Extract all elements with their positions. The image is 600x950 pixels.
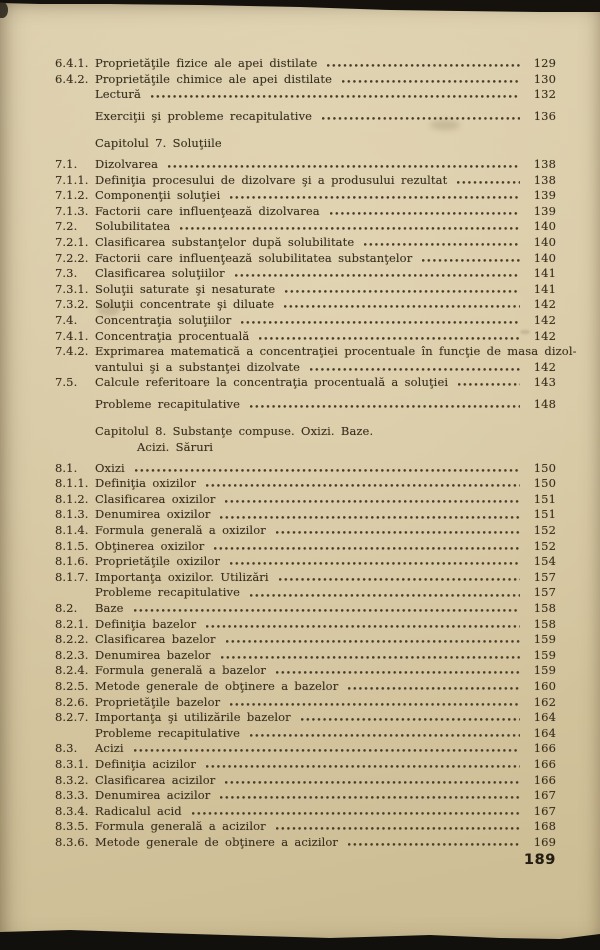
dot-leader (220, 796, 520, 799)
dot-leader (151, 95, 520, 98)
entry-page-number: 142 (533, 328, 556, 343)
entry-page-number: 162 (533, 694, 556, 709)
entry-number: 7.2. (55, 219, 78, 234)
entry-number: 7.2.1. (55, 234, 89, 249)
entry-page-number: 130 (533, 71, 556, 86)
entry-page-number: 166 (533, 756, 556, 771)
entry-page-number: 148 (533, 396, 556, 411)
entry-title: Denumirea bazelor (95, 647, 211, 662)
entry-page-number: 129 (533, 56, 556, 70)
entry-title: Probleme recapitulative (95, 725, 240, 740)
dot-leader (279, 578, 520, 581)
entry-number: 8.2.7. (55, 710, 89, 725)
dot-leader (220, 516, 520, 519)
entry-page-number: 159 (533, 663, 556, 678)
entry-number: 8.3.1. (55, 756, 89, 771)
dot-leader (134, 749, 520, 752)
entry-page-number: 138 (533, 172, 556, 187)
entry-page-number: 168 (533, 819, 556, 834)
entry-number: 7.1. (55, 156, 78, 171)
entry-page-number: 139 (533, 203, 556, 218)
entry-title: Dizolvarea (95, 156, 159, 171)
entry-title: Concentraţia procentuală (95, 328, 250, 343)
entry-number: 6.4.1. (55, 56, 89, 70)
entry-title: Proprietăţile oxizilor (95, 554, 221, 569)
entry-title: Definiţia acizilor (95, 756, 196, 771)
dot-leader (214, 547, 520, 550)
entry-title: Proprietăţile bazelor (95, 694, 221, 709)
toc-entry (55, 570, 556, 586)
entry-title: Importanţa oxizilor. Utilizări (95, 569, 269, 584)
toc-entry (55, 710, 556, 726)
dot-leader (230, 562, 520, 565)
entry-title: Soluţii saturate şi nesaturate (95, 281, 276, 296)
toc-entry (55, 173, 556, 189)
dot-leader (285, 290, 520, 293)
entry-title: Soluţii concentrate şi diluate (95, 297, 275, 312)
entry-page-number: 169 (533, 834, 556, 849)
toc-entry (55, 617, 556, 633)
dot-leader (221, 656, 520, 659)
dot-leader (422, 259, 520, 262)
dot-leader (364, 243, 520, 246)
toc-entry (55, 329, 556, 345)
entry-number: 8.2.4. (55, 663, 89, 678)
entry-page-number: 150 (533, 460, 556, 475)
toc-entry (55, 492, 556, 508)
toc-entry (55, 219, 556, 235)
entry-page-number: 140 (533, 250, 556, 265)
dot-leader (192, 812, 520, 815)
entry-title: Definiţia bazelor (95, 616, 197, 631)
entry-number: 7.1.2. (55, 188, 89, 203)
toc-entry (55, 313, 556, 329)
entry-page-number: 151 (533, 491, 556, 506)
entry-title: Denumirea oxizilor (95, 507, 211, 522)
toc-entry (55, 344, 577, 360)
dot-leader (230, 196, 520, 199)
entry-number: 8.2. (55, 601, 78, 615)
dot-leader (276, 531, 520, 534)
dot-leader (348, 843, 520, 846)
toc-entry (55, 539, 556, 555)
entry-page-number: 160 (533, 678, 556, 693)
entry-page-number: 157 (533, 569, 556, 584)
entry-title: Metode generale de obţinere a bazelor (95, 678, 339, 693)
toc-entry (55, 157, 556, 173)
dot-leader (250, 594, 520, 597)
dot-leader (322, 117, 520, 120)
dot-leader (250, 405, 520, 408)
toc-entry (55, 601, 556, 617)
entry-number: 8.3.2. (55, 772, 89, 787)
entry-number: 8.2.5. (55, 678, 89, 693)
dot-leader (225, 781, 520, 784)
entry-title: Exprimarea matematică a concentraţiei procentuale în funcţie de masa dizol- (95, 344, 577, 359)
entry-title: Clasificarea bazelor (95, 632, 216, 647)
entry-number: 7.3. (55, 266, 78, 281)
entry-page-number: 142 (533, 359, 556, 374)
entry-title: Clasificarea acizilor (95, 772, 216, 787)
toc-entry (55, 397, 556, 413)
entry-page-number: 157 (533, 585, 556, 600)
entry-number: 8.2.1. (55, 616, 89, 631)
entry-page-number: 140 (533, 234, 556, 249)
entry-title: Solubilitatea (95, 219, 171, 234)
entry-number: 7.1.3. (55, 203, 89, 218)
dot-leader (330, 212, 520, 215)
dot-leader (310, 368, 520, 371)
entry-page-number: 142 (533, 312, 556, 327)
entry-title: Definiţia oxizilor (95, 476, 197, 491)
toc-entry (55, 72, 556, 88)
entry-page-number: 166 (533, 741, 556, 756)
dot-leader (457, 181, 520, 184)
entry-title: Lectură (95, 87, 141, 102)
toc-entry (55, 375, 556, 391)
entry-page-number: 150 (533, 476, 556, 491)
toc-entry (55, 695, 556, 711)
table-of-contents (55, 56, 577, 851)
entry-title: Concentraţia soluţiilor (95, 312, 232, 327)
entry-page-number: 167 (533, 788, 556, 803)
dot-leader (235, 274, 520, 277)
entry-page-number: 136 (533, 108, 556, 123)
toc-entry (55, 523, 556, 539)
entry-page-number: 154 (533, 554, 556, 569)
toc-entry (55, 648, 556, 664)
toc-entry (55, 297, 556, 313)
entry-number: 8.1.3. (55, 507, 89, 522)
toc-entry (55, 461, 556, 477)
entry-page-number: 151 (533, 507, 556, 522)
chapter-heading: Capitolul 8. Substanţe compuse. Oxizi. Baze. (95, 424, 374, 439)
entry-title: Clasificarea oxizilor (95, 491, 216, 506)
toc-entry (55, 282, 556, 298)
entry-number: 8.3.6. (55, 834, 89, 849)
toc-entry (55, 188, 556, 204)
dot-leader (135, 469, 520, 472)
entry-title: vantului şi a substanţei dizolvate (95, 359, 301, 374)
entry-title: Obţinerea oxizilor (95, 538, 205, 553)
toc-entry (55, 741, 556, 757)
entry-title: Proprietăţile fizice ale apei distilate (95, 56, 318, 70)
entry-title: Radicalul acid (95, 803, 182, 818)
scan-edge-bottom (0, 926, 600, 950)
entry-title: Baze (95, 601, 124, 615)
entry-title: Probleme recapitulative (95, 585, 240, 600)
entry-number: 7.1.1. (55, 172, 89, 187)
entry-number: 8.2.6. (55, 694, 89, 709)
dot-leader (284, 305, 520, 308)
entry-number: 8.1.5. (55, 538, 89, 553)
toc-entry (55, 235, 556, 251)
toc-entry (55, 360, 556, 376)
entry-number: 7.4.2. (55, 344, 89, 359)
dot-leader (327, 64, 520, 67)
dot-leader (168, 165, 520, 168)
toc-entry (55, 679, 556, 695)
entry-number: 8.1.1. (55, 476, 89, 491)
toc-entry (55, 266, 556, 282)
toc-entry (55, 804, 556, 820)
entry-page-number: 138 (533, 156, 556, 171)
toc-entry (55, 663, 556, 679)
entry-title: Denumirea acizilor (95, 788, 211, 803)
entry-title: Acizi (95, 741, 124, 756)
entry-number: 7.4.1. (55, 328, 89, 343)
entry-page-number: 141 (533, 281, 556, 296)
entry-page-number: 152 (533, 523, 556, 538)
page-number-footer: 189 (523, 852, 556, 868)
entry-page-number: 140 (533, 219, 556, 234)
entry-page-number: 143 (533, 375, 556, 390)
toc-entry (55, 632, 556, 648)
entry-title: Probleme recapitulative (95, 396, 240, 411)
scan-corner-artifact (0, 2, 8, 18)
dot-leader (206, 625, 520, 628)
dot-leader (301, 718, 520, 721)
dot-leader (241, 321, 520, 324)
entry-title: Oxizi (95, 460, 125, 475)
entry-number: 8.1.7. (55, 569, 89, 584)
entry-number: 8.1.2. (55, 491, 89, 506)
entry-number: 8.2.2. (55, 632, 89, 647)
entry-page-number: 158 (533, 616, 556, 631)
chapter-heading: Capitolul 7. Soluţiile (95, 136, 222, 151)
toc-entry (55, 109, 556, 125)
dot-leader (225, 500, 520, 503)
dot-leader (226, 640, 520, 643)
entry-page-number: 152 (533, 538, 556, 553)
dot-leader (276, 671, 520, 674)
entry-title: Formula generală a bazelor (95, 663, 266, 678)
entry-number: 8.3.5. (55, 819, 89, 834)
toc-entry (55, 507, 556, 523)
dot-leader (134, 609, 520, 612)
entry-number: 8.3.4. (55, 803, 89, 818)
entry-title: Factorii care influenţează dizolvarea (95, 203, 320, 218)
toc-entry (55, 819, 556, 835)
entry-number: 8.3. (55, 741, 78, 756)
toc-entry (55, 788, 556, 804)
dot-leader (250, 734, 520, 737)
entry-title: Clasificarea substanţelor după solubilitate (95, 234, 355, 249)
entry-page-number: 141 (533, 266, 556, 281)
entry-title: Componenţii soluţiei (95, 188, 221, 203)
entry-page-number: 164 (533, 710, 556, 725)
toc-entry (55, 476, 556, 492)
dot-leader (180, 227, 520, 230)
entry-title: Definiţia procesului de dizolvare şi a produsului rezultat (95, 172, 448, 187)
toc-entry (55, 757, 556, 773)
entry-page-number: 167 (533, 803, 556, 818)
toc-entry (55, 554, 556, 570)
entry-title: Calcule referitoare la concentraţia procentuală a soluţiei (95, 375, 449, 390)
scan-edge-top (0, 0, 600, 14)
entry-page-number: 159 (533, 647, 556, 662)
entry-page-number: 158 (533, 601, 556, 615)
entry-page-number: 164 (533, 725, 556, 740)
entry-number: 8.1.4. (55, 523, 89, 538)
entry-page-number: 132 (533, 87, 556, 102)
entry-title: Factorii care influenţează solubilitatea substanţelor (95, 250, 413, 265)
dot-leader (342, 80, 520, 83)
dot-leader (206, 484, 520, 487)
dot-leader (230, 703, 520, 706)
dot-leader (206, 765, 520, 768)
entry-title: Clasificarea soluţiilor (95, 266, 225, 281)
dot-leader (458, 383, 520, 386)
entry-number: 7.3.1. (55, 281, 89, 296)
entry-number: 8.1.6. (55, 554, 89, 569)
entry-number: 7.3.2. (55, 297, 89, 312)
entry-title: Importanţa şi utilizările bazelor (95, 710, 291, 725)
entry-number: 8.1. (55, 460, 78, 475)
entry-page-number: 166 (533, 772, 556, 787)
entry-number: 6.4.2. (55, 71, 89, 86)
dot-leader (276, 827, 520, 830)
chapter-heading: Acizi. Săruri (137, 440, 214, 455)
entry-title: Metode generale de obţinere a acizilor (95, 834, 339, 849)
dot-leader (259, 337, 520, 340)
entry-number: 7.5. (55, 375, 78, 390)
entry-number: 7.4. (55, 312, 78, 327)
entry-page-number: 142 (533, 297, 556, 312)
entry-number: 8.2.3. (55, 647, 89, 662)
toc-entry (55, 773, 556, 789)
toc-entry (55, 251, 556, 267)
entry-title: Proprietăţile chimice ale apei distilate (95, 71, 332, 86)
toc-entry (55, 56, 556, 72)
toc-entry (55, 87, 556, 103)
entry-number: 8.3.3. (55, 788, 89, 803)
entry-title: Exerciţii şi probleme recapitulative (95, 108, 313, 123)
dot-leader (348, 687, 520, 690)
entry-title: Formula generală a acizilor (95, 819, 266, 834)
entry-page-number: 159 (533, 632, 556, 647)
toc-entry (55, 726, 556, 742)
entry-page-number: 139 (533, 188, 556, 203)
entry-number: 7.2.2. (55, 250, 89, 265)
toc-entry (55, 204, 556, 220)
toc-entry (55, 835, 556, 851)
toc-entry (55, 585, 556, 601)
entry-title: Formula generală a oxizilor (95, 523, 266, 538)
